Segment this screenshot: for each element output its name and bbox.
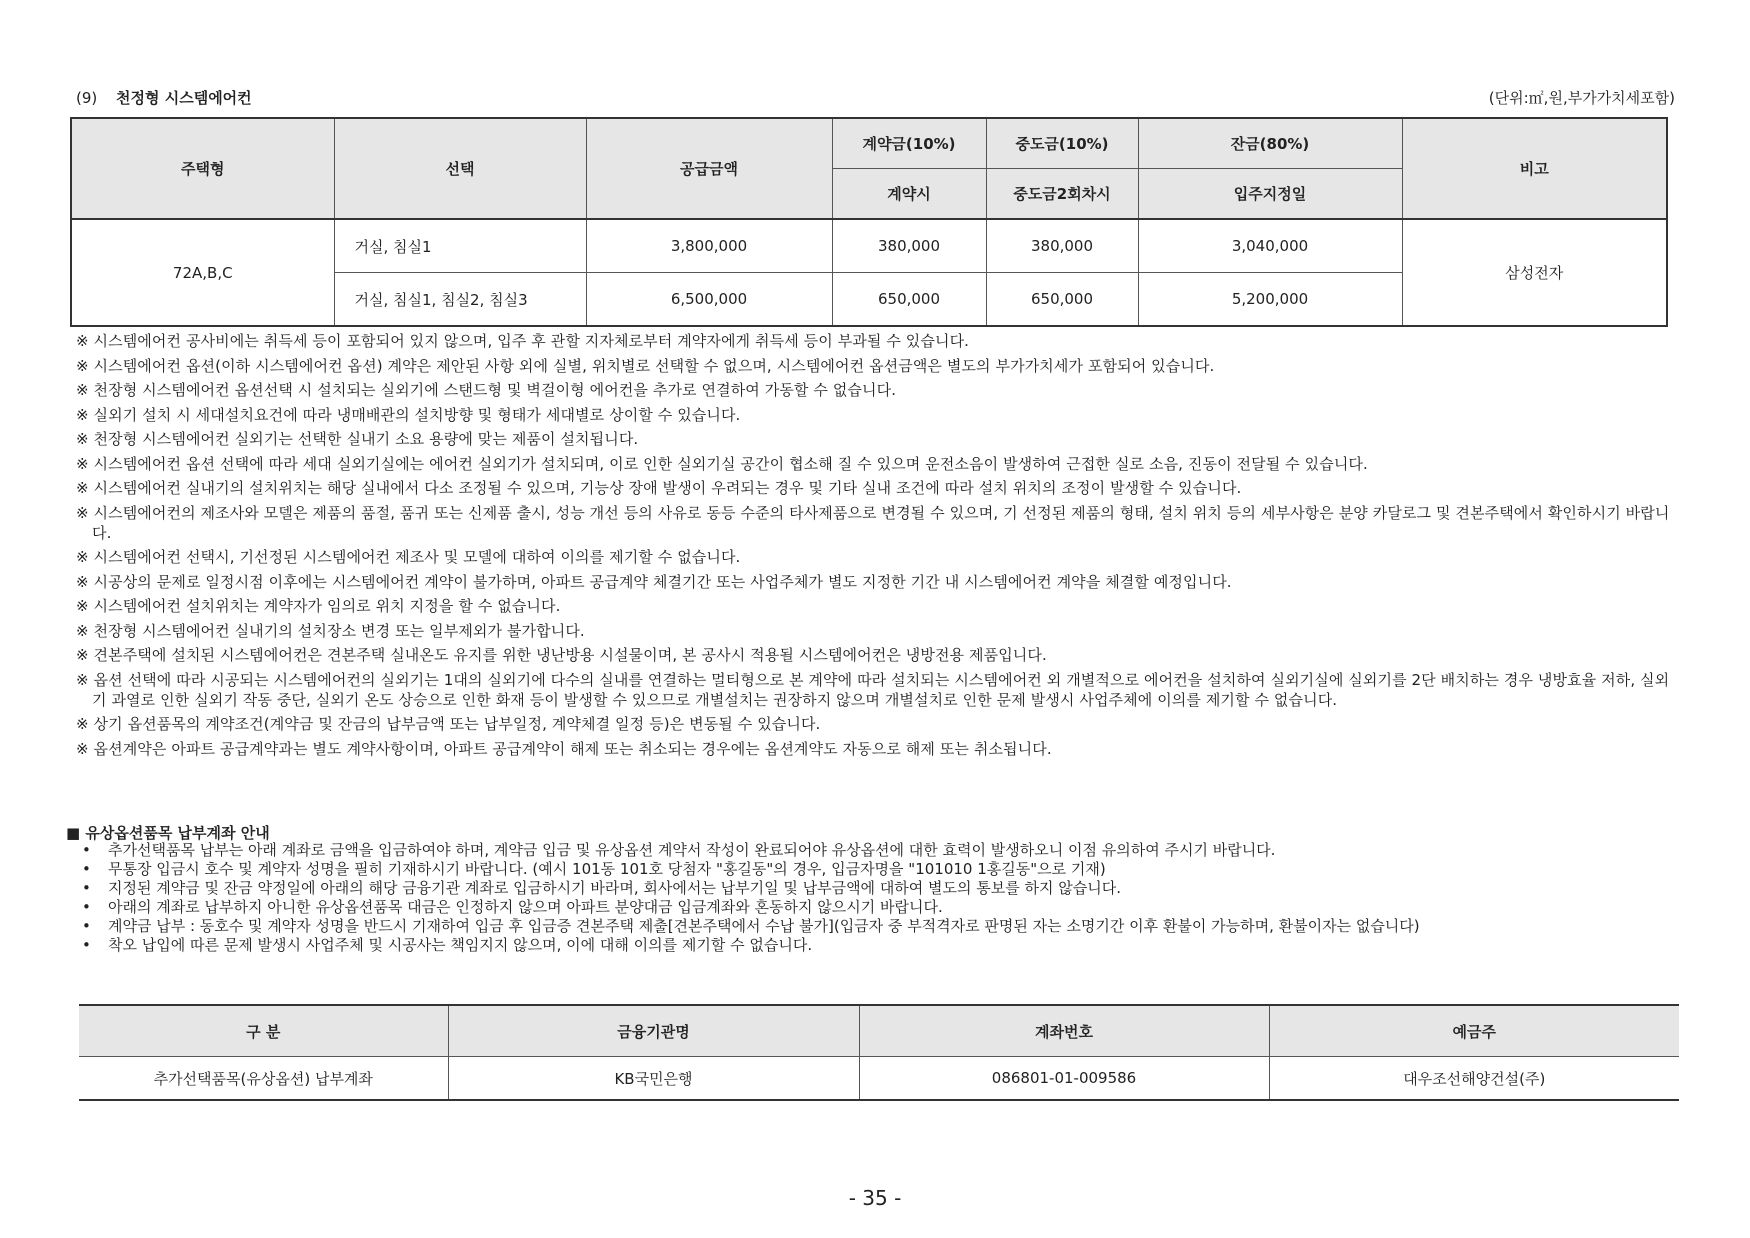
remark-cell: 삼성전자 [1402,219,1667,326]
header-contract-sub: 계약시 [832,169,986,220]
middle-cell: 380,000 [986,219,1138,273]
section-heading: 천정형 시스템에어컨 [116,89,252,107]
header-middle: 중도금(10%) [986,118,1138,169]
notes-list [76,331,1676,763]
balance-cell: 5,200,000 [1138,273,1402,327]
note-item: ※ 천장형 시스템에어컨 실외기는 선택한 실내기 소요 용량에 맞는 제품이 설치됩니다. [76,430,639,448]
note-item: ※ 시스템에어컨 실내기의 설치위치는 해당 실내에서 다소 조정될 수 있으며, 기능상 장애 발생이 우려되는 경우 및 기타 실내 조건에 따라 설치 위치의 조정이 발생할 수 있습니다. [76,479,1242,497]
bullet-icon: • [82,860,91,878]
header-category: 구 분 [79,1005,448,1057]
category-cell: 추가선택품목(유상옵션) 납부계좌 [79,1057,448,1101]
supply-cell: 3,800,000 [586,219,832,273]
header-account-holder: 예금주 [1269,1005,1679,1057]
selection-cell: 거실, 침실1, 침실2, 침실3 [334,273,586,327]
unit-note: (단위:㎡,원,부가가치세포함) [1488,89,1675,107]
house-type-cell: 72A,B,C [71,219,334,326]
header-remark: 비고 [1402,118,1667,219]
supply-cell: 6,500,000 [586,273,832,327]
account-number-cell: 086801-01-009586 [859,1057,1269,1101]
contract-cell: 380,000 [832,219,986,273]
page-number: - 35 - [848,1186,902,1210]
table-row [79,1057,1679,1101]
payment-guide-item: • 추가선택품목 납부는 아래 계좌로 금액을 입금하여야 하며, 계약금 입금 및 유상옵션 계약서 작성이 완료되어야 유상옵션에 대한 효력이 발생하오니 이점 유의하여 주시기 바랍니다. [82,841,1276,859]
header-contract: 계약금(10%) [832,118,986,169]
note-item: ※ 시스템에어컨 옵션 선택에 따라 세대 실외기실에는 에어컨 실외기가 설치되며, 이로 인한 실외기실 공간이 협소해 질 수 있으며 운전소음이 발생하여 근접한 실로 소음, 진동이 전달될 수 있습니다. [76,454,1368,473]
payment-guide-list [82,841,1667,955]
note-item: ※ 상기 옵션품목의 계약조건(계약금 및 잔금의 납부금액 또는 납부일정, 계약체결 일정 등)은 변동될 수 있습니다. [76,715,821,733]
bullet-icon: • [82,917,91,935]
note-item: ※ 시스템에어컨 공사비에는 취득세 등이 포함되어 있지 않으며, 입주 후 관할 지자체로부터 계약자에게 취득세 등이 부과될 수 있습니다. [76,332,970,350]
bullet-icon: • [82,936,91,954]
system-aircon-option-table [70,117,1668,327]
bullet-icon: • [82,879,91,897]
selection-cell: 거실, 침실1 [334,219,586,273]
payment-guide-item: • 지정된 계약금 및 잔금 약정일에 아래의 해당 금융기관 계좌로 입금하시기 바라며, 회사에서는 납부기일 및 납부금액에 대하여 별도의 통보를 하지 않습니다. [82,879,1122,897]
note-item: ※ 시스템에어컨 옵션(이하 시스템에어컨 옵션) 계약은 제안된 사항 외에 실별, 위치별로 선택할 수 없으며, 시스템에어컨 옵션금액은 별도의 부가가치세가 포함되어 있습니다. [76,356,1215,375]
note-item: ※ 시공상의 문제로 일정시점 이후에는 시스템에어컨 계약이 불가하며, 아파트 공급계약 체결기간 또는 사업주체가 별도 지정한 기간 내 시스템에어컨 계약을 체결할 예정입니다. [76,572,1232,591]
note-item: ※ 천장형 시스템에어컨 옵션선택 시 설치되는 실외기에 스탠드형 및 벽걸이형 에어컨을 추가로 연결하여 가동할 수 없습니다. [76,381,897,399]
payment-guide-item: • 아래의 계좌로 납부하지 아니한 유상옵션품목 대금은 인정하지 않으며 아파트 분양대금 입금계좌와 혼동하지 않으시기 바랍니다. [82,898,943,916]
note-item: ※ 옵션계약은 아파트 공급계약과는 별도 계약사항이며, 아파트 공급계약이 해제 또는 취소되는 경우에는 옵션계약도 자동으로 해제 또는 취소됩니다. [76,739,1052,758]
payment-guide-item: • 무통장 입금시 호수 및 계약자 성명을 필히 기재하시기 바랍니다. (예시 101동 101호 당첨자 "홍길동"의 경우, 입금자명을 "101010 1홍길동"으로 기재) [82,860,1106,878]
note-item: ※ 시스템에어컨 선택시, 기선정된 시스템에어컨 제조사 및 모델에 대하여 이의를 제기할 수 없습니다. [76,548,741,566]
note-item: ※ 견본주택에 설치된 시스템에어컨은 견본주택 실내온도 유지를 위한 냉난방용 시설물이며, 본 공사시 적용될 시스템에어컨은 냉방전용 제품입니다. [76,646,1047,664]
header-middle-sub: 중도금2회차시 [986,169,1138,220]
section-title [76,87,252,108]
header-account-number: 계좌번호 [859,1005,1269,1057]
section-number: (9) [76,89,98,107]
payment-account-table [79,1004,1679,1101]
header-balance-sub: 입주지정일 [1138,169,1402,220]
bank-name-cell: KB국민은행 [448,1057,859,1101]
payment-guide-item: • 계약금 납부 : 동호수 및 계약자 성명을 반드시 기재하여 입금 후 입금증 견본주택 제출[견본주택에서 수납 불가](입금자 중 부적격자로 판명된 자는 소명기간 이후 환불이 가능하며, 환불이자는 없습니다) [82,917,1420,935]
header-supply-amount: 공급금액 [586,118,832,219]
note-item: ※ 시스템에어컨의 제조사와 모델은 제품의 품절, 품귀 또는 신제품 출시, 성능 개선 등의 사유로 동등 수준의 타사제품으로 변경될 수 있으며, 기 선정된 제품의 형태, 설치 위치 등의 세부사항은 분양 카달로그 및 견본주택에서 확인하시기 바랍니다. [76,503,1670,542]
table-row [71,219,1667,273]
contract-cell: 650,000 [832,273,986,327]
bullet-icon: • [82,898,91,916]
note-item: ※ 실외기 설치 시 세대설치요건에 따라 냉매배관의 설치방향 및 형태가 세대별로 상이할 수 있습니다. [76,405,741,424]
header-balance: 잔금(80%) [1138,118,1402,169]
note-item: ※ 시스템에어컨 설치위치는 계약자가 임의로 위치 지정을 할 수 없습니다. [76,597,561,615]
header-bank-name: 금융기관명 [448,1005,859,1057]
payment-section-title: ■ 유상옵션품목 납부계좌 안내 [66,824,270,842]
note-item: ※ 천장형 시스템에어컨 실내기의 설치장소 변경 또는 일부제외가 불가합니다. [76,621,585,640]
balance-cell: 3,040,000 [1138,219,1402,273]
header-selection: 선택 [334,118,586,219]
account-holder-cell: 대우조선해양건설(주) [1269,1057,1679,1101]
note-item: ※ 옵션 선택에 따라 시공되는 시스템에어컨의 실외기는 1대의 실외기에 다수의 실내를 연결하는 멀티형으로 본 계약에 따라 설치되는 시스템에어컨 외 개별적으로 에어컨을 설치하여 실외기실에 실외기를 2단 배치하는 경우 냉방효율 저하, 실외기 과열로 인한 실외기 작동 중단, 실외기 온도 상승으로 인한 화재 등이 발생할 수 있으므로 개별설치는 권장하지 않으며 개별설치로 인한 문제 발생시 사업주체에 이의를 제기할 수 없습니다. [76,670,1670,709]
bullet-icon: • [82,841,91,859]
payment-guide-item: • 착오 납입에 따른 문제 발생시 사업주체 및 시공사는 책임지지 않으며, 이에 대해 이의를 제기할 수 없습니다. [82,936,813,954]
header-house-type: 주택형 [71,118,334,219]
middle-cell: 650,000 [986,273,1138,327]
